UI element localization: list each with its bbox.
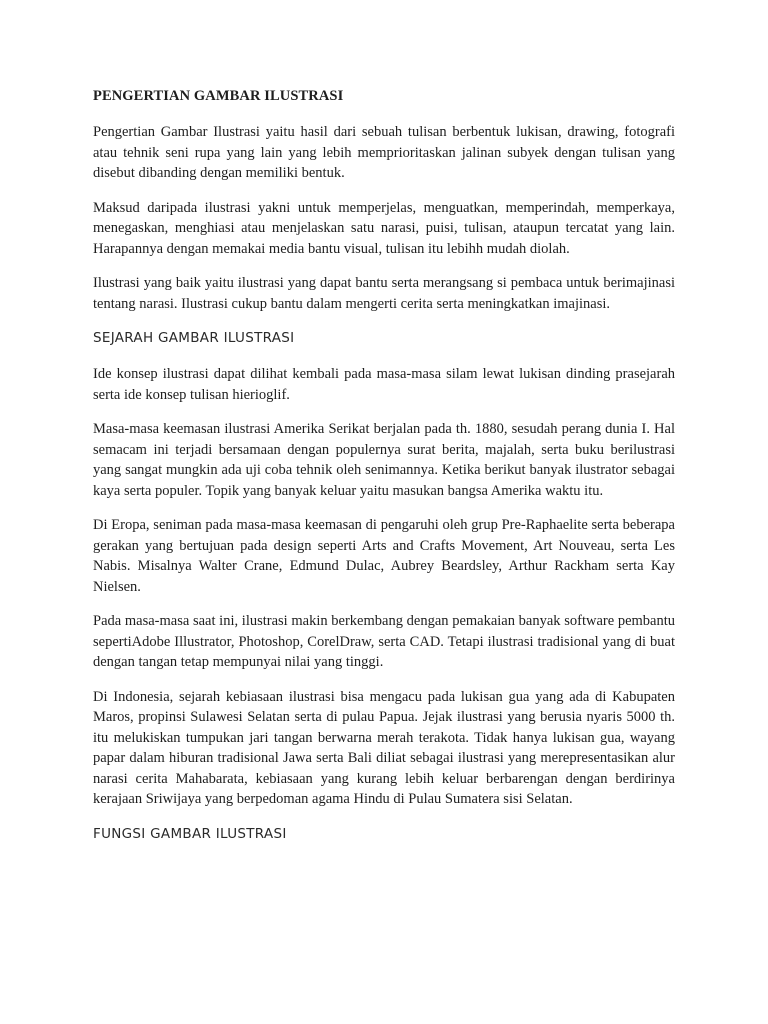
section-heading-function: FUNGSI GAMBAR ILUSTRASI xyxy=(93,825,287,842)
paragraph-definition: Pengertian Gambar Ilustrasi yaitu hasil dari sebuah tulisan berbentuk lukisan, drawing, fotografi atau tehnik seni rupa yang lain yang lebih memprioritaskan jalinan subyek dengan tulisan yang disebut dibanding dengan memiliki bentuk. xyxy=(93,124,675,181)
document-title: PENGERTIAN GAMBAR ILUSTRASI xyxy=(93,88,344,104)
paragraph-history-modern: Pada masa-masa saat ini, ilustrasi makin berkembang dengan pemakaian banyak software pembantu sepertiAdobe Illustrator, Photoshop, CorelDraw, serta CAD. Tetapi ilustrasi tradisional yang di buat dengan tangan tetap mempunyai nilai yang tinggi. xyxy=(93,613,675,670)
paragraph-history-america: Masa-masa keemasan ilustrasi Amerika Serikat berjalan pada th. 1880, sesudah perang dunia I. Hal semacam ini terjadi bersamaan dengan populernya surat berita, majalah, serta buku berilustrasi yang sangat mungkin ada uji coba tehnik oleh senimannya. Ketika berikut banyak ilustrator sebagai kaya serta populer. Topik yang banyak keluar yaitu masukan bangsa Amerika waktu itu. xyxy=(93,421,675,499)
document-page xyxy=(93,86,675,860)
paragraph-good-illustration: Ilustrasi yang baik yaitu ilustrasi yang dapat bantu serta merangsang si pembaca untuk berimajinasi tentang narasi. Ilustrasi cukup bantu dalam mengerti cerita serta meningkatkan imajinasi. xyxy=(93,275,675,312)
paragraph-history-indonesia: Di Indonesia, sejarah kebiasaan ilustrasi bisa mengacu pada lukisan gua yang ada di Kabupaten Maros, propinsi Sulawesi Selatan serta di pulau Papua. Jejak ilustrasi yang berusia nyaris 5000 th. itu melukiskan tumpukan jari tangan berwarna merah terakota. Tidak hanya lukisan gua, wayang papar dalam hiburan tradisional Jawa serta Bali diliat sebagai ilustrasi yang merepresentasikan alur narasi cerita Mahabarata, kebiasaan yang kurang lebih keluar berbarengan dengan berdirinya kerajaan Sriwijaya yang berpedoman agama Hindu di Pulau Sumatera sisi Selatan. xyxy=(93,688,675,807)
paragraph-history-europe: Di Eropa, seniman pada masa-masa keemasan di pengaruhi oleh grup Pre-Raphaelite serta beberapa gerakan yang bertujuan pada design seperti Arts and Crafts Movement, Art Nouveau, serta Les Nabis. Misalnya Walter Crane, Edmund Dulac, Aubrey Beardsley, Arthur Rackham serta Kay Nielsen. xyxy=(93,517,675,595)
section-heading-history: SEJARAH GAMBAR ILUSTRASI xyxy=(93,330,295,346)
paragraph-history-origin: Ide konsep ilustrasi dapat dilihat kembali pada masa-masa silam lewat lukisan dinding prasejarah serta ide konsep tulisan hierioglif. xyxy=(93,366,675,403)
paragraph-purpose: Maksud daripada ilustrasi yakni untuk memperjelas, menguatkan, memperindah, memperkaya, menegaskan, menghiasi atau menjelaskan satu narasi, puisi, tulisan, ataupun tercatat yang lain. Harapannya dengan memakai media bantu visual, tulisan itu lebihh mudah diolah. xyxy=(93,199,675,257)
